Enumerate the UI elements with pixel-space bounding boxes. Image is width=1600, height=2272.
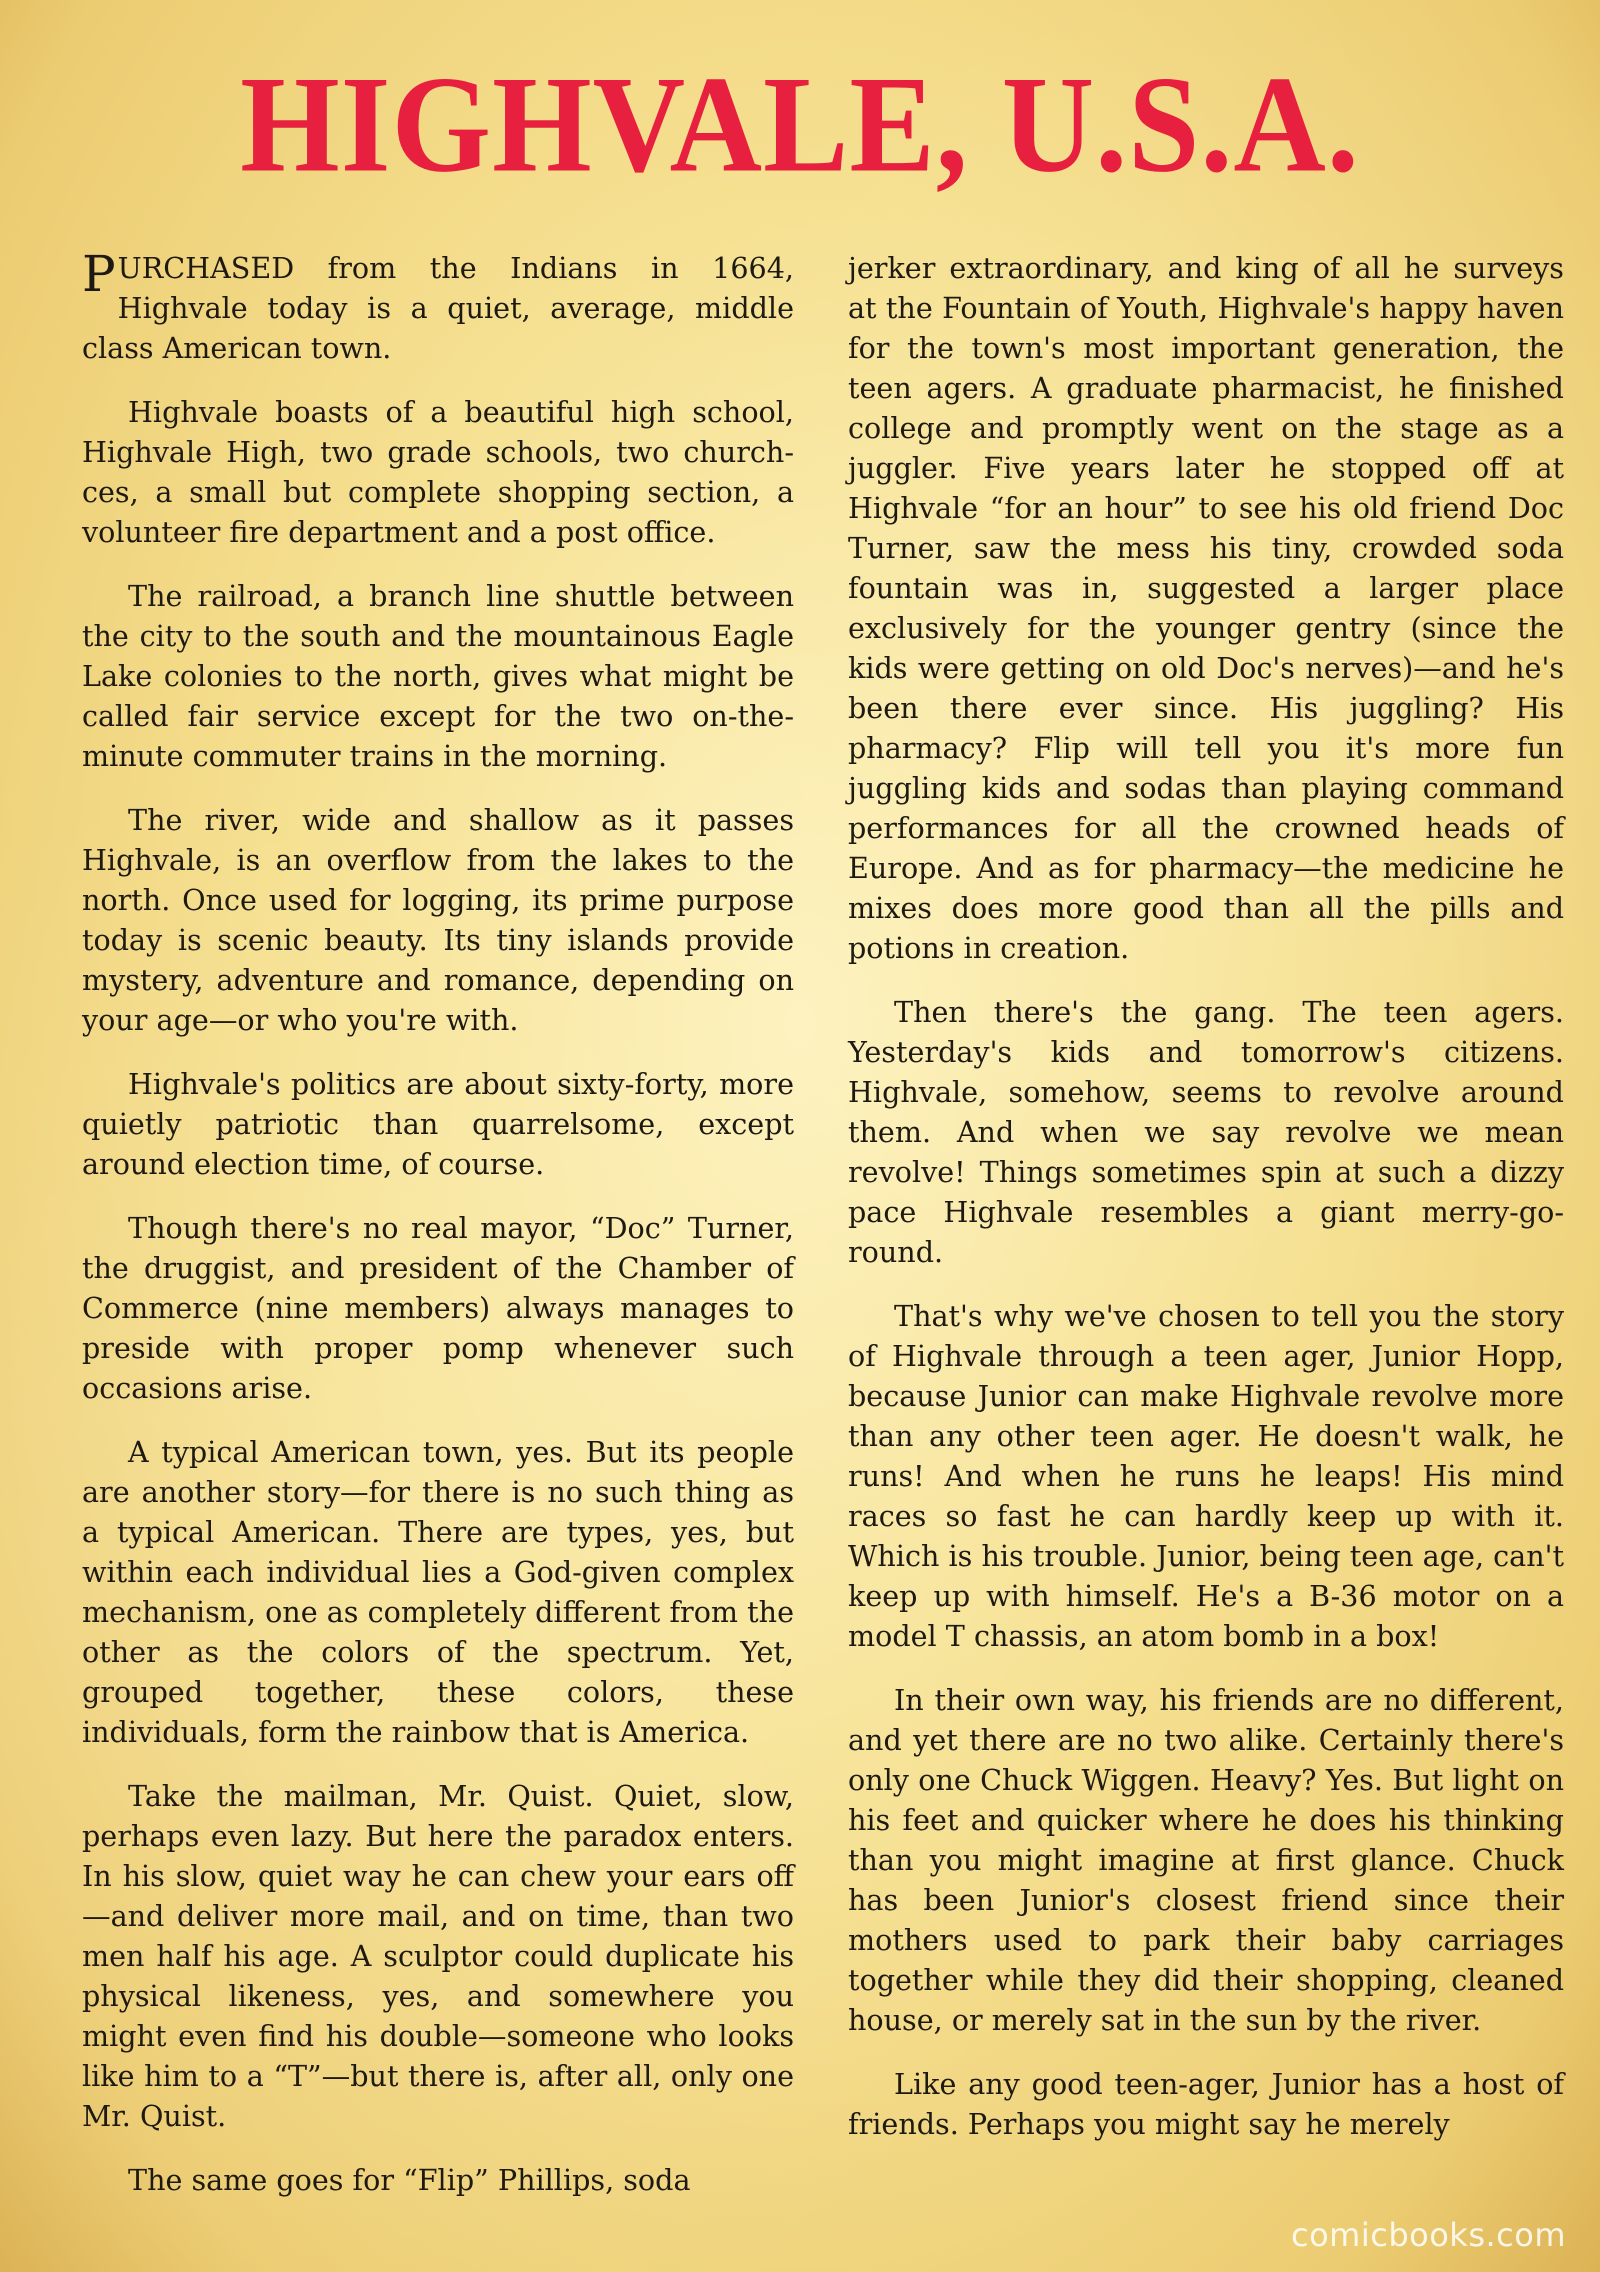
paragraph-flip-continued: jerker extraordinary, and king of all he surveys at the Fountain of Youth, Highvale's happy haven for the town's most important generation, the teen agers. A graduate pharmacist, he finished college and promptly went on the stage as a juggler. Five years later he stopped off at Highvale “for an hour” to see his old friend Doc Turner, saw the mess his tiny, crowded soda fountain was in, suggested a larger place exclusively for the younger gentry (since the kids were getting on old Doc's nerves)—and he's been there ever since. His juggling? His pharmacy? Flip will tell you it's more fun juggling kids and sodas than playing command performances for all the crowned heads of Europe. And as for pharmacy—the medicine he mixes does more good than all the pills and potions in creation. (848, 251, 1564, 965)
paragraph-mayor: Though there's no real mayor, “Doc” Turner, the druggist, and president of the Chamber of Commerce (nine members) always manages to preside with proper pomp whenever such occasions arise. (82, 1211, 794, 1405)
right-column (848, 248, 1564, 2168)
page-title: HIGHVALE, U.S.A. (240, 47, 1360, 201)
drop-cap: P (82, 245, 116, 303)
paragraph-railroad: The railroad, a branch line shuttle between the city to the south and the mountainous Eagle Lake colonies to the north, gives what might be called fair service except for the two on-the-minute commuter trains in the morning. (82, 579, 794, 773)
paragraph-politics: Highvale's politics are about sixty-forty, more quietly patriotic than quarrelsome, except around election time, of course. (82, 1067, 794, 1181)
paragraph-text: URCHASED from the Indians in 1664, Highvale today is a quiet, average, middle class American town. (82, 251, 794, 365)
paragraph-gang: Then there's the gang. The teen agers. Yesterday's kids and tomorrow's citizens. Highvale, somehow, seems to revolve around them. And when we say revolve we mean revolve! Things sometimes spin at such a dizzy pace Highvale resembles a giant merry-go-round. (848, 995, 1564, 1269)
paragraph-mailman: Take the mailman, Mr. Quist. Quiet, slow, perhaps even lazy. But here the paradox enters. In his slow, quiet way he can chew your ears off—and deliver more mail, and on time, than two men half his age. A sculptor could duplicate his physical likeness, yes, and somewhere you might even find his double—someone who looks like him to a “T”—but there is, after all, only one Mr. Quist. (82, 1779, 794, 2133)
paragraph-purchased (82, 245, 794, 368)
paragraph-friends: In their own way, his friends are no different, and yet there are no two alike. Certainly there's only one Chuck Wiggen. Heavy? Yes. But light on his feet and quicker where he does his thinking than you might imagine at first glance. Chuck has been Junior's closest friend since their mothers used to park their baby carriages together while they did their shopping, cleaned house, or merely sat in the sun by the river. (848, 1683, 1564, 2037)
paragraph-river: The river, wide and shallow as it passes Highvale, is an overflow from the lakes to the north. Once used for logging, its prime purpose today is scenic beauty. Its tiny islands provide mystery, adventure and romance, depending on your age—or who you're with. (82, 803, 794, 1037)
paragraph-junior: That's why we've chosen to tell you the story of Highvale through a teen ager, Junior Hopp, because Junior can make Highvale revolve more than any other teen ager. He doesn't walk, he runs! And when he runs he leaps! His mind races so fast he can hardly keep up with it. Which is his trouble. Junior, being teen age, can't keep up with himself. He's a B-36 motor on a model T chassis, an atom bomb in a box! (848, 1299, 1564, 1653)
paragraph-flip-start: The same goes for “Flip” Phillips, soda (128, 2163, 691, 2197)
paragraph-typical-town: A typical American town, yes. But its people are another story—for there is no such thing as a typical American. There are types, yes, but within each individual lies a God-given complex mechanism, one as completely different from the other as the colors of the spectrum. Yet, grouped together, these colors, these individuals, form the rainbow that is America. (82, 1435, 794, 1749)
paragraph-high-school: Highvale boasts of a beautiful high school, Highvale High, two grade schools, two churchces, a small but complete shopping section, a volunteer fire department and a post office. (82, 395, 794, 549)
left-column (82, 245, 794, 2224)
paragraph-host-of-friends: Like any good teen-ager, Junior has a host of friends. Perhaps you might say he merely (848, 2067, 1564, 2141)
watermark: comicbooks.com (1290, 2216, 1566, 2254)
